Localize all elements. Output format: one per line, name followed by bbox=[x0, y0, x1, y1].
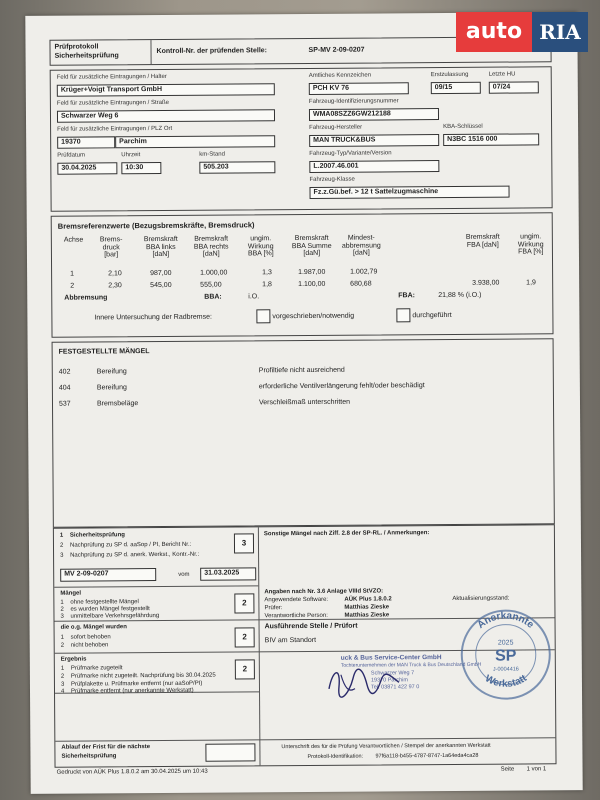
document-page: Prüfprotokoll Sicherheitsprüfung Kontroll-Nr. der prüfenden Stelle: SP-MV 2-09-0207 Feld für zusätzliche Eintragungen / Halter Krüger+Voigt Transport GmbH Feld für zusätzliche Eintragungen / Straße Schwarzer Weg 6 Feld für zusätzliche Eintragungen / PLZ Ort 19370 Parchim Prüfdatum Uhrzeit km-Stand 30.04.2025 10:30 505.203 Amtliches Kennzeichen Erstzulassung Letzte HU PCH KV 76 09/15 07/24 Fahrzeug-Identifizierungsnummer WMA08SZZ6GW212188 Fahrzeug-Hersteller KBA-Schlüssel MAN TRUCK&BUS N3BC 1516 000 Fahrzeug-Typ/Variante/Version L.2007.46.001 Fahrzeug-Klasse Fz.z.Gü.bef. > 12 t Sattelzugmaschine Bremsreferenzwerte (Bezugsbremskräfte, Bremsdruck) Achse Brems- druck [bar] Bremskraft BBA links [daN] Bremskraft BBA rechts [daN] ungim. Wirkung BBA [%] Bremskraft BBA Summe [daN] Mindest- abbremsung [daN] Bremskraft FBA [daN] ungim. Wirkung FBA [%] 1 2,10 987,00 1.000,00 1,3 1.987,00 1.002,79 2 2,30 545,00 555,00 1,8 1.100,00 680,68 3.938,00 1,9 Abbremsung BBA: i.O. FBA: 21,88 % (i.O.) Innere Untersuchung der Radbremse: vorgeschrieben/notwendig durchgeführt FESTGESTELLTE MÄNGEL 402 Bereifung Profiltiefe nicht ausreichend 404 Bereifung erforderliche Ventilverlängerung fehlt/oder beschädigt 537 Bremsbeläge Verschleißmaß unterschritten 1 Sicherheitsprüfung 2 Nachprüfung zu SP d. aaSop / PI, Bericht Nr.: 3 Nachprüfung zu SP d. anerk. Werkst., Kontr.-Nr.: 3 MV 2-09-0207 vom 31.03.2025 Sonstige Mängel nach Ziff. 2.8 der SP-RL. / Anmerkungen: Mängel 1 ohne festgestellte Mängel 2 es wurden Mängel festgestellt 3 unmittelbare Verkehrsgefährdung 2 Angaben nach Nr. 3.6 Anlage VIIId StVZO: Angewendete Software: AÜK Plus 1.8.0.2 Aktualisierungsstand: Prüfer: Matthias Zieske Verantwortliche Person: Matthias Zieske die o.g. Mängel wurden 1 sofort behoben 2 nicht behoben 2 Ausführende Stelle / Prüfort BIV am Standort Ergebnis 1 Prüfmarke zugeteilt 2 Prüfmarke nicht zugeteilt. Nachprüfung bis 30.04.2025 3 Prüfplakette u. Prüfmarke entfernt (nur aaSoP/PI) 4 Prüfmarke entfernt (nur anerkannte Werkstatt) 2 uck & Bus Service-Center GmbH Tochterunternehmen der MAN Truck & Bus Deutschland GmbH Schwarzer Weg 7 19370 Parchim Tel. 03871 422 97 0 Ablauf der Frist für die nächste Sicherheitsprüfung Unterschrift des für die Prüfung Verantwortlichen / Stempel der anerkannten Werkstatt Protokoll-Identifikation: 97f6a118-b455-4787-8747-1a64eda4ca28 Anerkannte Werkstatt 2025 SP J-0004416 Gedruckt von AÜK Plus 1.8.0.2 am 30.04.2025 um 10:43 Seite 1 von 1 bbox=[25, 12, 582, 794]
strasse-field: Schwarzer Weg 6 bbox=[57, 109, 275, 123]
uhrzeit-field: 10:30 bbox=[121, 162, 161, 174]
pruefdatum-field: 30.04.2025 bbox=[57, 162, 117, 174]
seal-sp: SP bbox=[495, 647, 517, 665]
autoria-watermark bbox=[456, 12, 588, 54]
brake-section: Bremsreferenzwerte (Bezugsbremskräfte, Bremsdruck) Achse Brems- druck [bar] Bremskraft BBA links [daN] Bremskraft BBA rechts [daN] ungim. Wirkung BBA [%] Bremskraft BBA Summe [daN] Mindest- abbremsung [daN] Bremskraft FBA [daN] ungim. Wirkung FBA [%] 1 2,10 987,00 1.000,00 1,3 1.987,00 1.002,79 2 2,30 545,00 555,00 1,8 1.100,00 680,68 3.938,00 1,9 Abbremsung BBA: i.O. FBA: 21,88 % (i.O.) Innere Untersuchung der Radbremse: vorgeschrieben/notwendig durchgeführt bbox=[51, 212, 554, 338]
durchgefuehrt-checkbox bbox=[396, 308, 410, 322]
doc-type-1: Prüfprotokoll bbox=[54, 43, 99, 51]
company-stamp: uck & Bus Service-Center GmbH Tochterunternehmen der MAN Truck & Bus Deutschland GmbH Schwarzer Weg 7 19370 Parchim Tel. 03871 422 97 0 bbox=[340, 654, 482, 691]
fba-value: 21,88 % (i.O.) bbox=[438, 291, 482, 300]
defect-item: 404 Bereifung erforderliche Ventilverlängerung fehlt/oder beschädigt bbox=[58, 382, 425, 392]
kontroll-value: SP-MV 2-09-0207 bbox=[308, 46, 365, 54]
defects-section bbox=[52, 338, 555, 528]
ref-nr-field: MV 2-09-0207 bbox=[60, 568, 156, 582]
halter-field: Krüger+Voigt Transport GmbH bbox=[57, 83, 275, 97]
watermark-auto: auto bbox=[456, 12, 532, 52]
doc-type-2: Sicherheitsprüfung bbox=[54, 52, 119, 60]
sp-code-box: 3 bbox=[234, 533, 254, 553]
letzte-hu-field: 07/24 bbox=[489, 81, 539, 93]
ergebnis-code-box: 2 bbox=[235, 659, 255, 679]
sp-seal bbox=[459, 608, 552, 701]
ablauf-field bbox=[205, 743, 255, 761]
defects-title: FESTGESTELLTE MÄNGEL bbox=[58, 348, 150, 356]
brake-row: 1 2,10 987,00 1.000,00 1,3 1.987,00 1.002,79 bbox=[70, 268, 378, 278]
kontroll-label: Kontroll-Nr. der prüfenden Stelle: bbox=[156, 47, 268, 56]
fin-field: WMA08SZZ6GW212188 bbox=[309, 108, 439, 121]
page-number: 1 von 1 bbox=[526, 766, 547, 773]
kmstand-field: 505.203 bbox=[199, 161, 275, 174]
vehicle-section: Feld für zusätzliche Eintragungen / Halter Krüger+Voigt Transport GmbH Feld für zusätzliche Eintragungen / Straße Schwarzer Weg 6 Feld für zusätzliche Eintragungen / PLZ Ort 19370 Parchim Prüfdatum Uhrzeit km-Stand 30.04.2025 10:30 505.203 Amtliches Kennzeichen Erstzulassung Letzte HU PCH KV 76 09/15 07/24 Fahrzeug-Identifizierungsnummer WMA08SZZ6GW212188 Fahrzeug-Hersteller KBA-Schlüssel MAN TRUCK&BUS N3BC 1516 000 Fahrzeug-Typ/Variante/Version L.2007.46.001 Fahrzeug-Klasse Fz.z.Gü.bef. > 12 t Sattelzugmaschine bbox=[50, 66, 553, 212]
behoben-code-box: 2 bbox=[235, 627, 255, 647]
defect-item: 537 Bremsbeläge Verschleißmaß unterschritten bbox=[58, 398, 351, 408]
seal-number: J-0004416 bbox=[492, 666, 519, 673]
vom-date-field: 31.03.2025 bbox=[200, 567, 256, 580]
seal-top: Anerkannte bbox=[475, 610, 536, 632]
ort-field: Parchim bbox=[115, 135, 275, 148]
brake-row: 2 2,30 545,00 555,00 1,8 1.100,00 680,68 3.938,00 1,9 bbox=[70, 279, 536, 290]
svg-text:Anerkannte bbox=[475, 610, 536, 631]
seal-year: 2025 bbox=[497, 639, 514, 647]
erstzulassung-field: 09/15 bbox=[431, 82, 481, 94]
result-section: 1 Sicherheitsprüfung 2 Nachprüfung zu SP d. aaSop / PI, Bericht Nr.: 3 Nachprüfung zu SP d. anerk. Werkst., Kontr.-Nr.: 3 MV 2-09-0207 vom 31.03.2025 Sonstige Mängel nach Ziff. 2.8 der SP-RL. / Anmerkungen: Mängel 1 ohne festgestellte Mängel 2 es wurden Mängel festgestellt 3 unmittelbare Verkehrsgefährdung 2 Angaben nach Nr. 3.6 Anlage VIIId StVZO: Angewendete Software: AÜK Plus 1.8.0.2 Aktualisierungsstand: Prüfer: Matthias Zieske Verantwortliche Person: Matthias Zieske die o.g. Mängel wurden 1 sofort behoben 2 nicht behoben 2 Ausführende Stelle / Prüfort BIV am Standort Ergebnis 1 Prüfmarke zugeteilt 2 Prüfmarke nicht zugeteilt. Nachprüfung bis 30.04.2025 3 Prüfplakette u. Prüfmarke entfernt (nur aaSoP/PI) 4 Prüfmarke entfernt (nur anerkannte Werkstatt) 2 uck & Bus Service-Center GmbH Tochterunternehmen der MAN Truck & Bus Deutschland GmbH Schwarzer Weg 7 19370 Parchim Tel. 03871 422 97 0 Ablauf der Frist für die nächste Sicherheitsprüfung Unterschrift des für die Prüfung Verantwortlichen / Stempel der anerkannten Werkstatt Protokoll-Identifikation: 97f6a118-b455-4787-8747-1a64eda4ca28 bbox=[53, 524, 557, 767]
kba-field: N3BC 1516 000 bbox=[443, 133, 539, 146]
kennzeichen-field: PCH KV 76 bbox=[309, 82, 409, 95]
hersteller-field: MAN TRUCK&BUS bbox=[309, 134, 439, 147]
watermark-ria: RIA bbox=[532, 12, 588, 52]
seal-bottom: Werkstatt bbox=[483, 673, 529, 690]
svg-text:Werkstatt bbox=[483, 673, 530, 690]
brake-title: Bremsreferenzwerte (Bezugsbremskräfte, Bremsdruck) bbox=[57, 220, 255, 231]
maengel-code-box: 2 bbox=[234, 593, 254, 613]
print-footer: Gedruckt von AÜK Plus 1.8.0.2 am 30.04.2025 um 10:43 bbox=[56, 768, 208, 776]
typ-field: L.2007.46.001 bbox=[309, 160, 439, 173]
bba-value: i.O. bbox=[248, 293, 260, 301]
vorgeschrieben-checkbox bbox=[256, 309, 270, 323]
signature bbox=[319, 658, 409, 703]
plz-field: 19370 bbox=[57, 136, 115, 148]
klasse-field: Fz.z.Gü.bef. > 12 t Sattelzugmaschine bbox=[309, 186, 509, 199]
defect-item: 402 Bereifung Profiltiefe nicht ausreichend bbox=[58, 366, 345, 376]
